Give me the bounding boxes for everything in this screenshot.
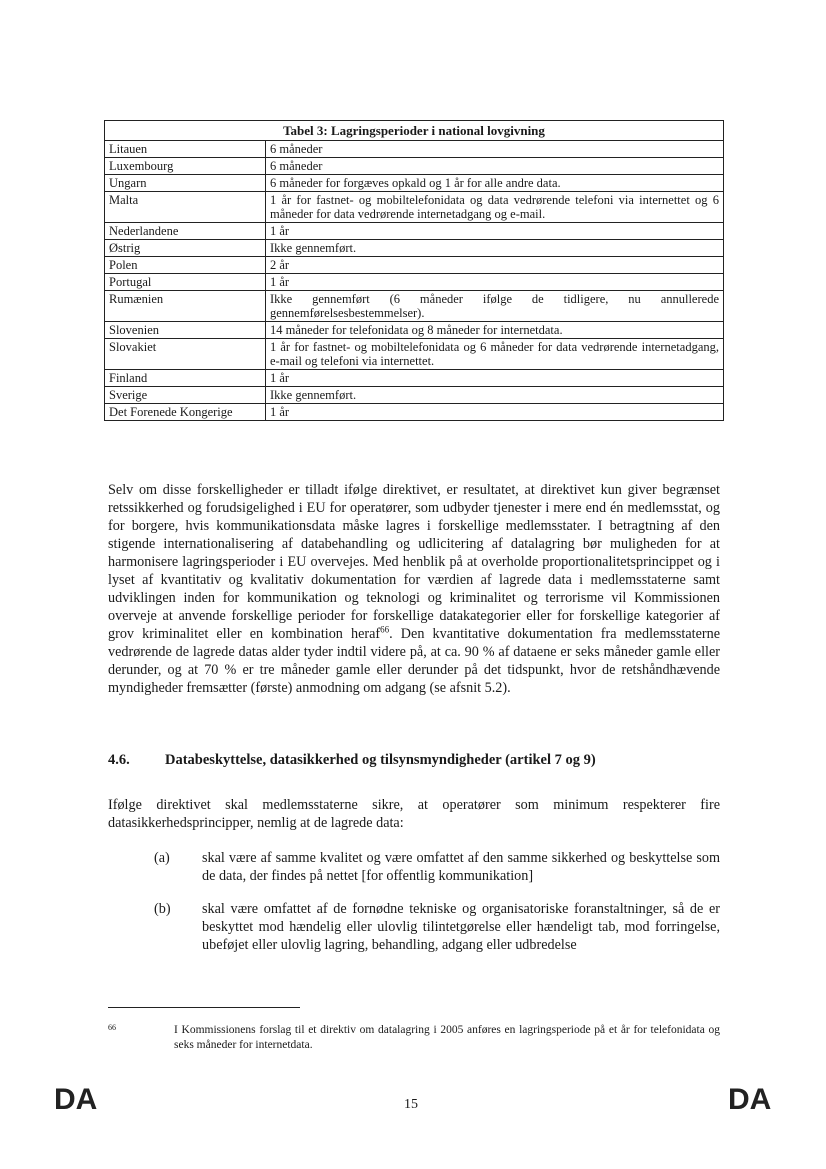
table-row <box>105 322 724 339</box>
country-cell: Finland <box>105 370 266 387</box>
table-row <box>105 141 724 158</box>
list-item-label: (a) <box>154 850 170 866</box>
table-title: Tabel 3: Lagringsperioder i national lovgivning <box>105 121 724 141</box>
paragraph-text-after-ref: . Den kvantitative dokumentation fra medlemsstaterne vedrørende de lagrede datas alder tyder indtil videre på, at ca. 90 % af dataene er seks måneder gamle eller derunder, og at 70 % er tre måneder gamle eller derunder på det tidspunkt, hvor de retshåndhævende myndigheder fremsætter (første) anmodning om adgang (se afsnit 5.2). <box>108 626 720 696</box>
country-cell: Slovenien <box>105 322 266 339</box>
table-row <box>105 291 724 322</box>
retention-period-cell: 14 måneder for telefonidata og 8 måneder for internetdata. <box>266 322 724 339</box>
country-cell: Ungarn <box>105 175 266 192</box>
section-heading <box>108 752 720 769</box>
table-row <box>105 192 724 223</box>
retention-period-cell: 1 år for fastnet- og mobiltelefonidata og 6 måneder for data vedrørende internetadgang, e-mail og telefoni via internettet. <box>266 339 724 370</box>
page-number: 15 <box>404 1097 418 1112</box>
retention-period-cell: Ikke gennemført (6 måneder ifølge de tidligere, nu annullerede gennemførelsesbestemmelser). <box>266 291 724 322</box>
footnote-reference[interactable]: 66 <box>380 624 390 635</box>
retention-periods-table <box>104 120 724 421</box>
language-code-right: DA <box>728 1083 772 1116</box>
country-cell: Luxembourg <box>105 158 266 175</box>
table-row <box>105 223 724 240</box>
retention-period-cell: 1 år <box>266 274 724 291</box>
retention-period-cell: Ikke gennemført. <box>266 240 724 257</box>
language-code-left: DA <box>54 1083 98 1116</box>
country-cell: Polen <box>105 257 266 274</box>
paragraph-security-principles: Ifølge direktivet skal medlemsstaterne sikre, at operatører som minimum respekterer fire datasikkerhedsprincipper, nemlig at de lagrede data: <box>108 797 720 831</box>
country-cell: Sverige <box>105 387 266 404</box>
retention-period-cell: 1 år <box>266 404 724 421</box>
retention-period-cell: 6 måneder <box>266 158 724 175</box>
footnote-text: I Kommissionens forslag til et direktiv om datalagring i 2005 anføres en lagringsperiode på et år for telefonidata og seks måneder for internetdata. <box>174 1024 720 1051</box>
section-number: 4.6. <box>108 752 130 768</box>
retention-period-cell: 1 år for fastnet- og mobiltelefonidata og data vedrørende telefoni via internettet og 6 måneder for data vedrørende internetadgang og e-mail. <box>266 192 724 223</box>
table-row <box>105 404 724 421</box>
list-item-text: skal være omfattet af de fornødne tekniske og organisatoriske foranstaltninger, så de er beskyttet mod hændelig eller ulovlig tilintetgørelse eller hændeligt tab, mod forringelse, ubeføjet eller ulovlig lagring, behandling, adgang eller udbredelse <box>202 901 720 953</box>
country-cell: Det Forenede Kongerige <box>105 404 266 421</box>
table-row <box>105 370 724 387</box>
country-cell: Slovakiet <box>105 339 266 370</box>
list-item-label: (b) <box>154 901 171 917</box>
retention-period-cell: 6 måneder for forgæves opkald og 1 år for alle andre data. <box>266 175 724 192</box>
retention-period-cell: 6 måneder <box>266 141 724 158</box>
table-row <box>105 257 724 274</box>
country-cell: Østrig <box>105 240 266 257</box>
paragraph-text-before-ref: Selv om disse forskelligheder er tilladt ifølge direktivet, er resultatet, at direktivet kun giver begrænset retssikkerhed og forudsigelighed i EU for operatører, som udbyder tjenester i mere end én medlemsstat, og for borgere, hvis kommunikationsdata måske lagres i forskellige medlemsstater. I betragtning af den stigende internationalisering af databehandling og udlicitering af datalagring bør muligheden for at harmonisere lagringsperioder i EU overvejes. Med henblik på at overholde proportionalitetsprincippet og i lyset af kvantitativ og kvalitativ dokumentation for værdien af lagrede data i medlemsstaterne samt udviklingen inden for kommunikation og teknologi og kriminalitet og terrorisme vil Kommissionen overveje at anvende forskellige perioder for forskellige datakategorier eller for forskellige kategorier af grov kriminalitet eller en kombination heraf <box>108 482 720 642</box>
table-row <box>105 387 724 404</box>
list-item-text: skal være af samme kvalitet og være omfattet af den samme sikkerhed og beskyttelse som de data, der findes på nettet [for offentlig kommunikation] <box>202 850 720 884</box>
paragraph-harmonisation <box>108 481 720 697</box>
retention-period-cell: 1 år <box>266 223 724 240</box>
country-cell: Portugal <box>105 274 266 291</box>
table-row <box>105 274 724 291</box>
table-row <box>105 175 724 192</box>
table-row <box>105 339 724 370</box>
footnote-mark: 66 <box>108 1023 116 1032</box>
retention-period-cell: 2 år <box>266 257 724 274</box>
section-title: Databeskyttelse, datasikkerhed og tilsynsmyndigheder (artikel 7 og 9) <box>165 752 596 768</box>
table-row <box>105 158 724 175</box>
table-row <box>105 240 724 257</box>
retention-period-cell: Ikke gennemført. <box>266 387 724 404</box>
table-body <box>105 141 724 421</box>
country-cell: Rumænien <box>105 291 266 322</box>
footnote-separator <box>108 1007 300 1008</box>
country-cell: Malta <box>105 192 266 223</box>
country-cell: Nederlandene <box>105 223 266 240</box>
country-cell: Litauen <box>105 141 266 158</box>
retention-period-cell: 1 år <box>266 370 724 387</box>
